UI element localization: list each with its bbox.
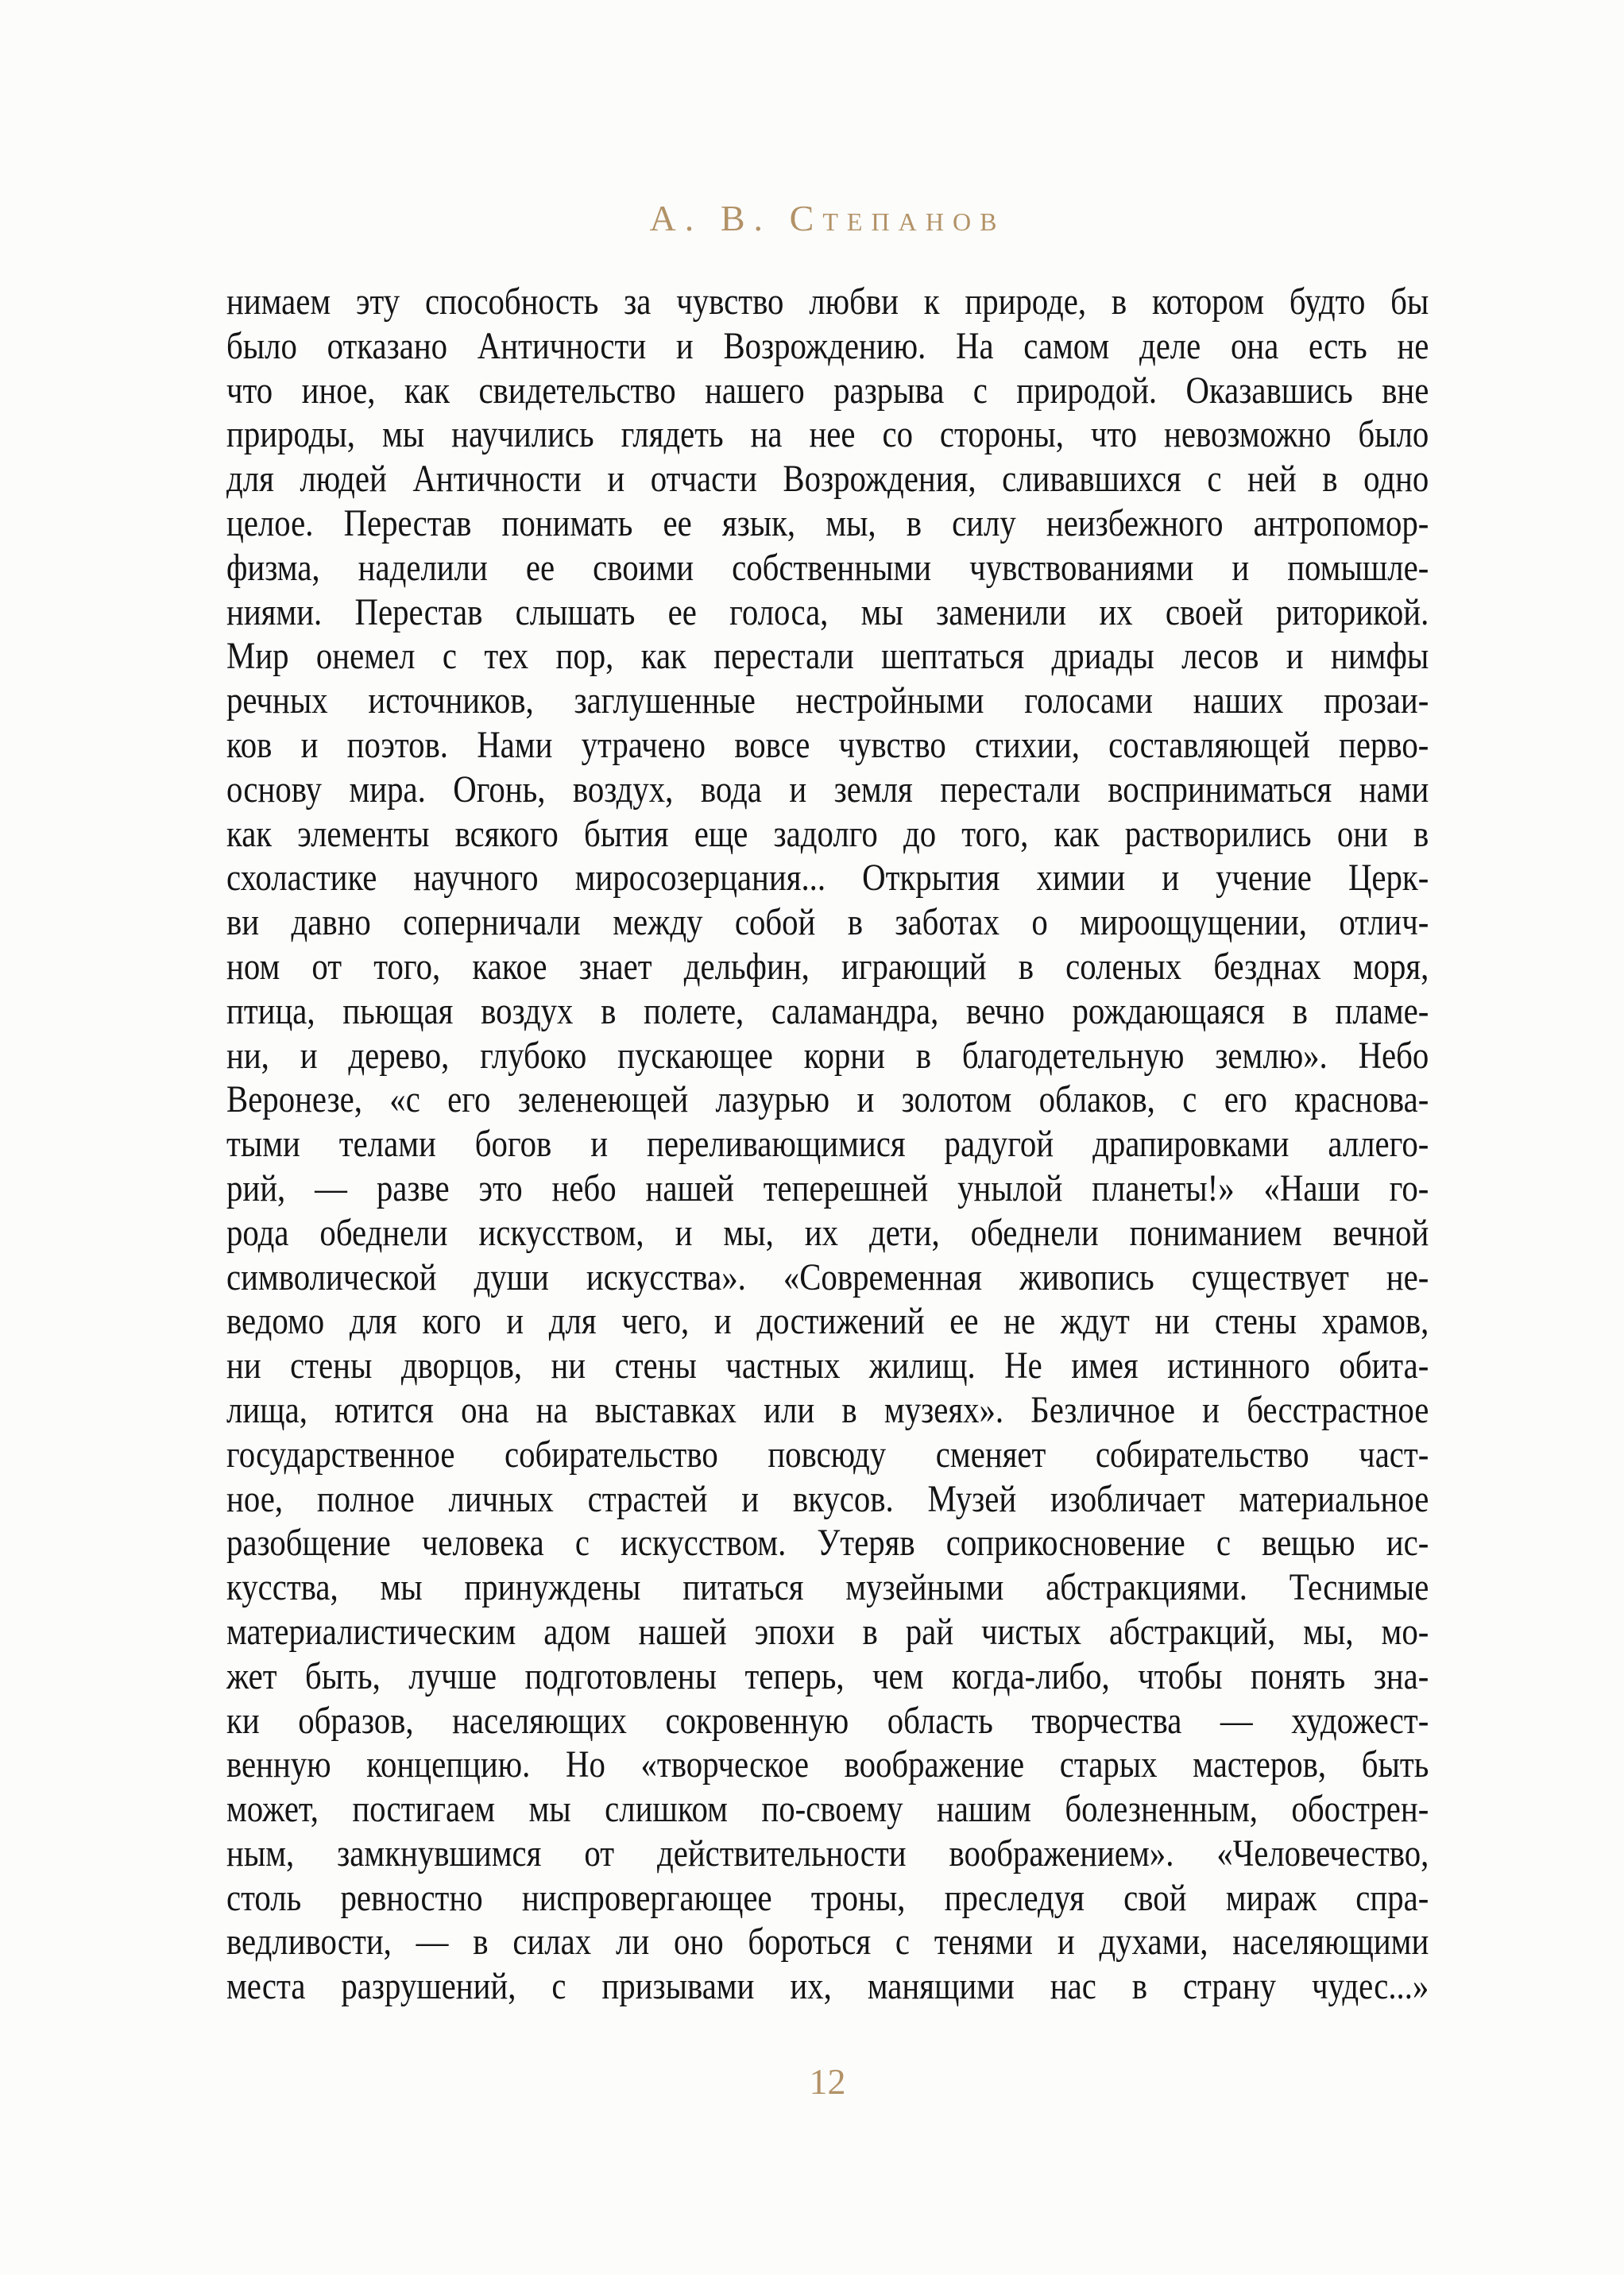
text-line: тыми телами богов и переливающимися радугой драпировками аллего- <box>226 1123 1429 1166</box>
text-line: лища, ютится она на выставках или в музеях». Безличное и бесстрастное <box>226 1388 1429 1431</box>
text-line: ки образов, населяющих сокровенную область творчества — художест- <box>226 1699 1429 1742</box>
text-line: материалистическим адом нашей эпохи в рай чистых абстракций, мы, мо- <box>226 1610 1429 1653</box>
text-line: ным, замкнувшимся от действительности воображением». «Человечество, <box>226 1832 1429 1875</box>
text-line: как элементы всякого бытия еще задолго до того, как растворились они в <box>226 812 1429 855</box>
text-line: ниями. Перестав слышать ее голоса, мы заменили их своей риторикой. <box>226 590 1429 633</box>
text-line: ное, полное личных страстей и вкусов. Музей изобличает материальное <box>226 1477 1429 1520</box>
text-line: ведомо для кого и для чего, и достижений ее не ждут ни стены храмов, <box>226 1300 1429 1343</box>
text-line: для людей Античности и отчасти Возрождения, сливавшихся с ней в одно <box>226 458 1429 501</box>
text-line: ведливости, — в силах ли оно бороться с тенями и духами, населяющими <box>226 1921 1429 1964</box>
text-line: Веронезе, «с его зеленеющей лазурью и золотом облаков, с его краснова- <box>226 1078 1429 1121</box>
text-line: разобщение человека с искусством. Утеряв соприкосновение с вещью ис- <box>226 1522 1429 1565</box>
text-line: речных источников, заглушенные нестройными голосами наших прозаи- <box>226 679 1429 722</box>
text-line: было отказано Античности и Возрождению. На самом деле она есть не <box>226 324 1429 367</box>
text-line: основу мира. Огонь, воздух, вода и земля перестали восприниматься нами <box>226 768 1429 811</box>
text-line: птица, пьющая воздух в полете, саламандра, вечно рождающаяся в пламе- <box>226 989 1429 1032</box>
text-line: рий, — разве это небо нашей теперешней унылой планеты!» «Наши го- <box>226 1167 1429 1209</box>
text-line: венную концепцию. Но «творческое воображение старых мастеров, быть <box>226 1743 1429 1786</box>
text-line: ни стены дворцов, ни стены частных жилищ. Не имея истинного обита- <box>226 1344 1429 1387</box>
text-line: рода обеднели искусством, и мы, их дети, обеднели пониманием вечной <box>226 1211 1429 1254</box>
text-line: нимаем эту способность за чувство любви к природе, в котором будто бы <box>226 281 1429 323</box>
body-text <box>226 280 1429 2009</box>
text-line: Мир онемел с тех пор, как перестали шептаться дриады лесов и нимфы <box>226 635 1429 678</box>
text-line: физма, наделили ее своими собственными чувствованиями и помышле- <box>226 546 1429 589</box>
text-line: жет быть, лучше подготовлены теперь, чем когда-либо, чтобы понять зна- <box>226 1654 1429 1697</box>
text-line: государственное собирательство повсюду сменяет собирательство част- <box>226 1433 1429 1476</box>
text-line: природы, мы научились глядеть на нее со стороны, что невозможно было <box>226 413 1429 456</box>
text-line: ном от того, какое знает дельфин, играющий в соленых безднах моря, <box>226 945 1429 988</box>
text-line: схоластике научного миросозерцания... Открытия химии и учение Церк- <box>226 857 1429 900</box>
text-line: символической души искусства». «Современная живопись существует не- <box>226 1256 1429 1298</box>
text-line: ков и поэтов. Нами утрачено вовсе чувство стихии, составляющей перво- <box>226 723 1429 766</box>
text-line: ви давно соперничали между собой в заботах о мироощущении, отлич- <box>226 901 1429 944</box>
text-line: что иное, как свидетельство нашего разрыва с природой. Оказавшись вне <box>226 369 1429 412</box>
text-line: ни, и дерево, глубоко пускающее корни в благодетельную землю». Небо <box>226 1034 1429 1077</box>
text-line: места разрушений, с призывами их, манящими нас в страну чудес...» <box>226 1965 1429 2008</box>
text-line: кусства, мы принуждены питаться музейными абстракциями. Теснимые <box>226 1566 1429 1609</box>
running-head-author: А. В. Степанов <box>649 198 1006 238</box>
text-line: целое. Перестав понимать ее язык, мы, в силу неизбежного антропомор- <box>226 501 1429 544</box>
text-line: столь ревностно ниспровергающее троны, преследуя свой мираж спра- <box>226 1876 1429 1919</box>
page-number: 12 <box>809 2061 846 2102</box>
text-line: может, постигаем мы слишком по-своему нашим болезненным, обострен- <box>226 1788 1429 1831</box>
